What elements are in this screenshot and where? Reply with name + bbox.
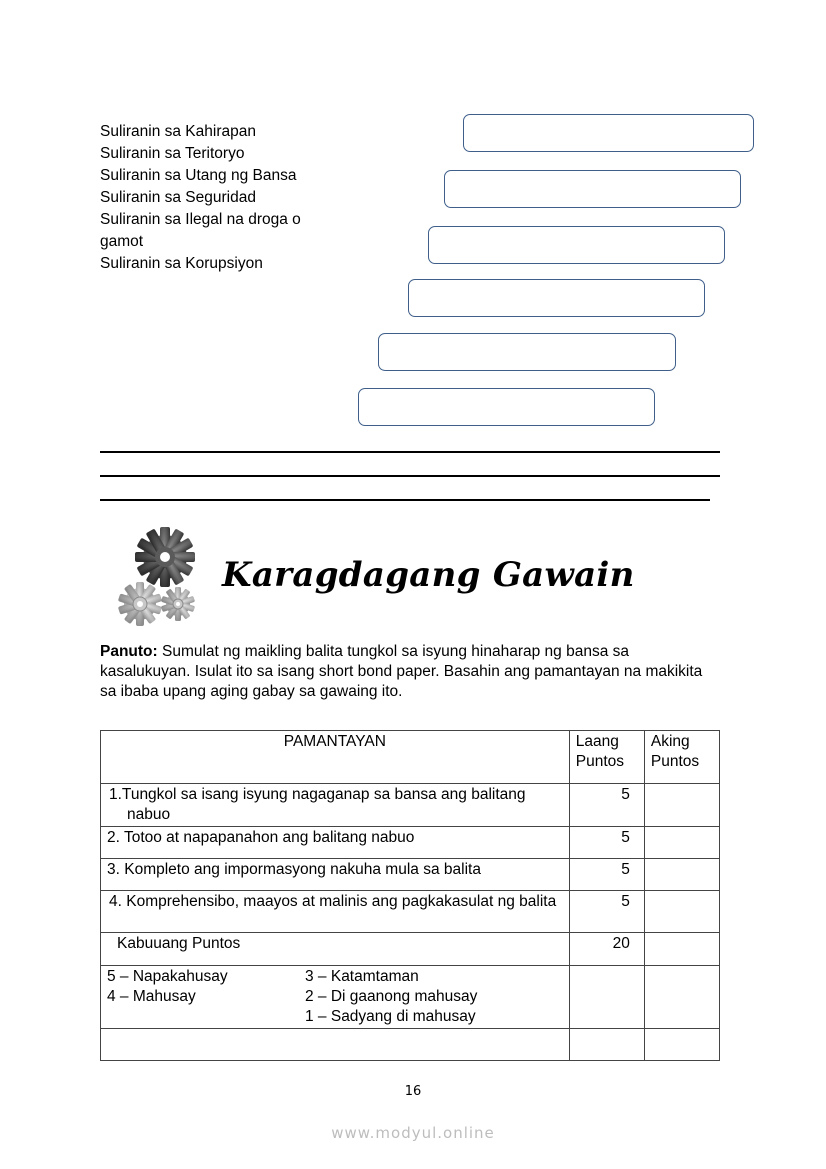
writing-line[interactable] (100, 451, 720, 453)
table-row (101, 859, 720, 891)
header-pamantayan: PAMANTAYAN (101, 731, 570, 784)
header-laang-puntos: Laang Puntos (569, 731, 644, 784)
scale-item: 5 – Napakahusay (107, 968, 228, 985)
watermark: www.modyul.online (331, 1124, 495, 1142)
empty-cell (644, 966, 719, 1029)
answer-box-5[interactable] (378, 333, 676, 371)
criterion-cell: 3. Kompleto ang impormasyong nakuha mula sa balita (101, 859, 570, 891)
points-cell: 5 (569, 784, 644, 827)
table-row (101, 784, 720, 827)
gears-icon (118, 522, 198, 632)
topic-item: Suliranin sa Seguridad (100, 189, 256, 206)
answer-box-1[interactable] (463, 114, 754, 152)
empty-cell[interactable] (101, 1029, 570, 1061)
instruction-label: Panuto: (100, 643, 158, 660)
answer-box-2[interactable] (444, 170, 741, 208)
empty-cell[interactable] (569, 1029, 644, 1061)
points-cell: 5 (569, 827, 644, 859)
total-row (101, 933, 720, 966)
writing-line[interactable] (100, 499, 710, 501)
section-title: Karagdagang Gawain (222, 555, 635, 595)
page-number: 16 (404, 1084, 422, 1099)
instructions (100, 642, 720, 702)
score-input-cell[interactable] (644, 891, 719, 933)
criterion-cell: 1.Tungkol sa isang isyung nagaganap sa bansa ang balitang nabuo (101, 784, 570, 827)
score-input-cell[interactable] (644, 827, 719, 859)
topic-item: Suliranin sa Korupsiyon (100, 255, 263, 272)
topic-item: Suliranin sa Ilegal na droga o gamot (100, 211, 301, 250)
criterion-cell: 2. Totoo at napapanahon ang balitang nabuo (101, 827, 570, 859)
topic-list (100, 121, 340, 275)
score-input-cell[interactable] (644, 784, 719, 827)
total-score-cell[interactable] (644, 933, 719, 966)
scale-cell (101, 966, 570, 1029)
topic-item: Suliranin sa Kahirapan (100, 123, 256, 140)
empty-row (101, 1029, 720, 1061)
scale-row (101, 966, 720, 1029)
writing-line[interactable] (100, 475, 720, 477)
total-label: Kabuuang Puntos (101, 933, 570, 966)
empty-cell (569, 966, 644, 1029)
points-cell: 5 (569, 891, 644, 933)
answer-box-6[interactable] (358, 388, 655, 426)
empty-cell[interactable] (644, 1029, 719, 1061)
rubric-table (100, 730, 720, 1061)
points-cell: 5 (569, 859, 644, 891)
topic-item: Suliranin sa Teritoryo (100, 145, 245, 162)
total-points: 20 (569, 933, 644, 966)
criterion-cell: 4. Komprehensibo, maayos at malinis ang pagkakasulat ng balita (101, 891, 570, 933)
table-row (101, 827, 720, 859)
table-row (101, 891, 720, 933)
score-input-cell[interactable] (644, 859, 719, 891)
table-header-row (101, 731, 720, 784)
answer-box-4[interactable] (408, 279, 705, 317)
topic-item: Suliranin sa Utang ng Bansa (100, 167, 297, 184)
instruction-text: Sumulat ng maikling balita tungkol sa isyung hinaharap ng bansa sa kasalukuyan. Isulat ito sa isang short bond paper. Basahin ang pamantayan na makikita sa ibaba upang aging gabay sa gawaing ito. (100, 643, 703, 700)
answer-box-3[interactable] (428, 226, 725, 264)
scale-item: 2 – Di gaanong mahusay (305, 988, 478, 1005)
scale-item: 1 – Sadyang di mahusay (305, 1008, 476, 1025)
header-aking-puntos: Aking Puntos (644, 731, 719, 784)
scale-item: 3 – Katamtaman (305, 968, 419, 985)
scale-item: 4 – Mahusay (107, 988, 196, 1005)
